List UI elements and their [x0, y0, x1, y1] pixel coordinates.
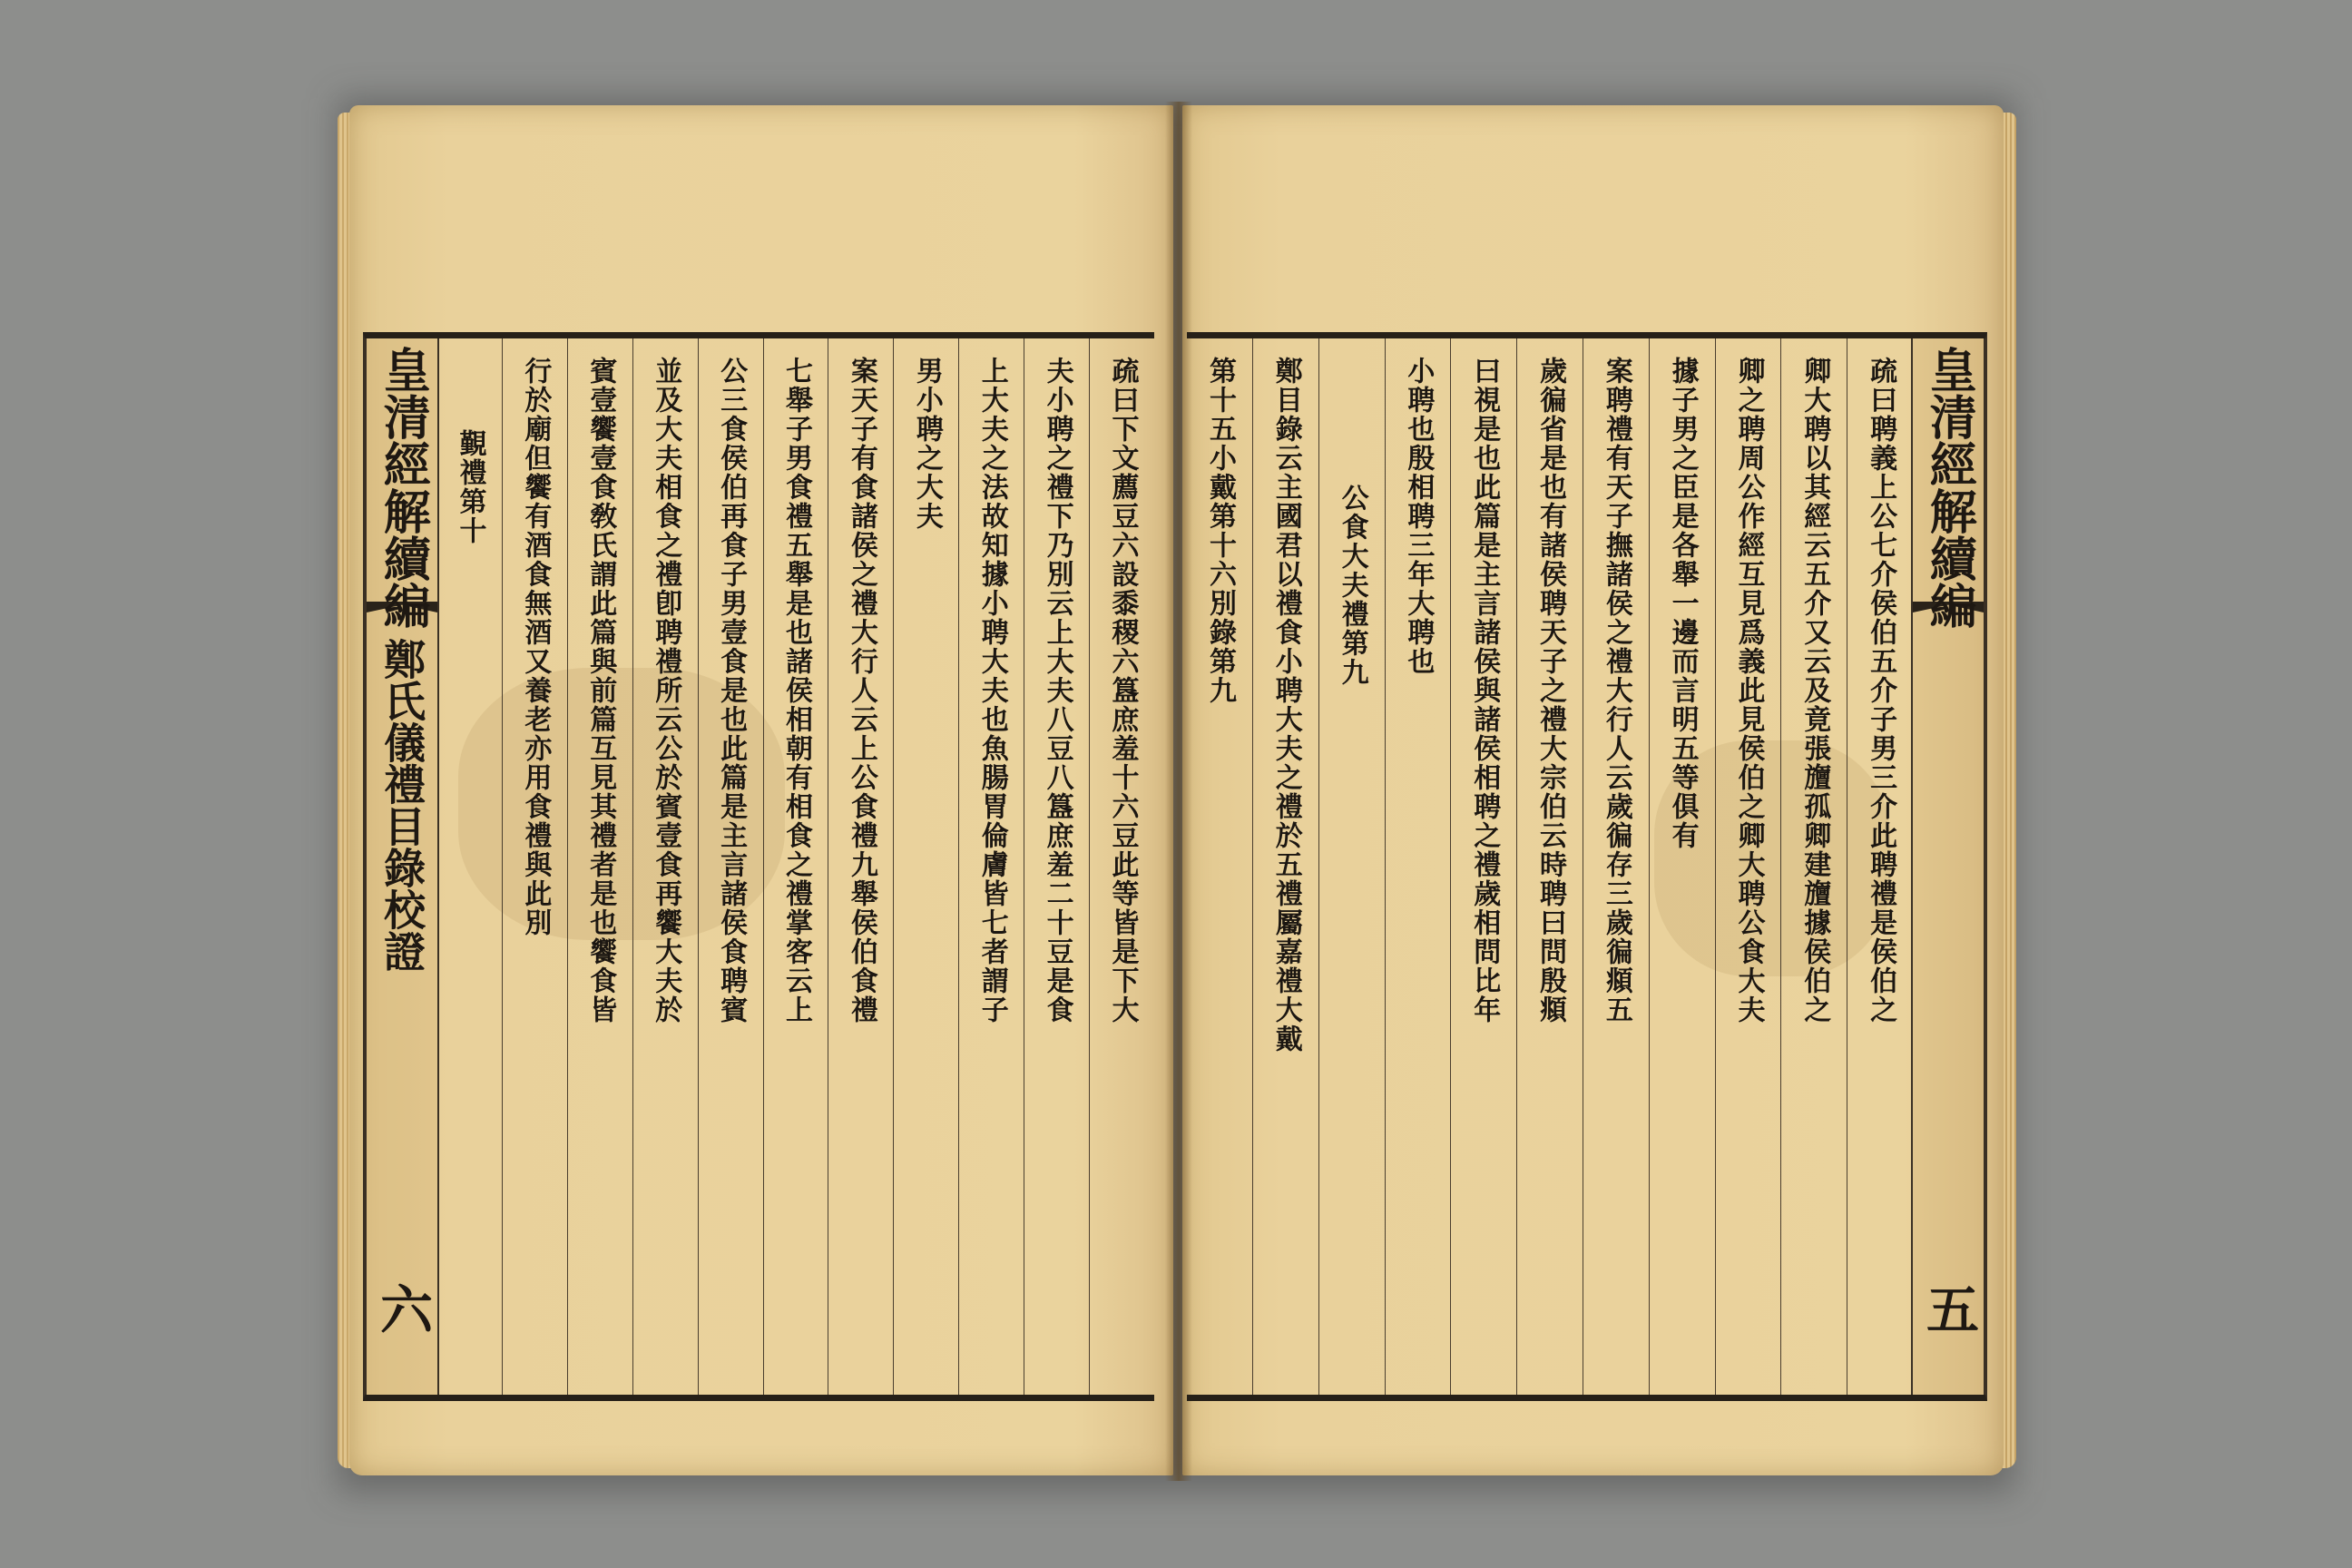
column-text: 行於廟但饗有酒食無酒又養老亦用食禮與此別: [519, 357, 552, 937]
text-column: [632, 338, 698, 1395]
column-text: 案聘禮有天子撫諸侯之禮大行人云歲徧存三歲徧頫五: [1600, 357, 1632, 1024]
column-text: 案天子有食諸侯之禮大行人云上公食禮九舉侯伯食禮: [845, 357, 877, 1024]
column-text: 公三食侯伯再食子男壹食是也此篇是主言諸侯食聘賓: [715, 357, 748, 1024]
chapter-heading: 覲禮第十: [454, 429, 486, 545]
left-banner-subtitle: 鄭氏儀禮目錄校證: [377, 638, 427, 972]
column-text: 卿大聘以其經云五介又云及竟張旜孤卿建旜據侯伯之: [1798, 357, 1831, 1024]
left-banner-title: 皇清經解續編: [375, 346, 431, 629]
text-column: [828, 338, 893, 1395]
column-text: 曰視是也此篇是主言諸侯與諸侯相聘之禮歲相問比年: [1468, 357, 1501, 1024]
column-text: 疏曰下文薦豆六設黍稷六簋庶羞十六豆此等皆是下大: [1106, 357, 1139, 1024]
column-text: 歲徧省是也有諸侯聘天子之禮大宗伯云時聘曰問殷頫: [1534, 357, 1567, 1024]
text-column: [1187, 338, 1252, 1395]
text-column: [1780, 338, 1847, 1395]
text-column: [502, 338, 567, 1395]
column-text: 賓壹饗壹食敎氏謂此篇與前篇互見其禮者是也饗食皆: [584, 357, 617, 1024]
column-text: 七舉子男食禮五舉是也諸侯相朝有相食之禮掌客云上: [780, 357, 813, 1024]
text-column: [1715, 338, 1781, 1395]
right-page-banner: [1911, 338, 1985, 1395]
text-column: [1089, 338, 1154, 1395]
text-column: [1516, 338, 1583, 1395]
right-text-block: [1187, 332, 1987, 1401]
text-column: [437, 338, 502, 1395]
text-column: [958, 338, 1024, 1395]
text-column: [698, 338, 763, 1395]
text-column: [1252, 338, 1318, 1395]
left-page-banner: [365, 338, 439, 1395]
text-column: [763, 338, 828, 1395]
column-text: 疏曰聘義上公七介侯伯五介子男三介此聘禮是侯伯之: [1865, 357, 1897, 1024]
left-text-block: [363, 332, 1154, 1401]
column-text: 並及大夫相食之禮卽聘禮所云公於賓壹食再饗大夫於: [650, 357, 682, 1024]
chapter-heading: 公食大夫禮第九: [1336, 484, 1368, 687]
column-text: 鄭目錄云主國君以禮食小聘大夫之禮於五禮屬嘉禮大戴: [1269, 357, 1302, 1054]
column-text: 據子男之臣是各舉一邊而言明五等俱有: [1666, 357, 1699, 850]
left-page-number: 六: [371, 1282, 433, 1335]
column-text: 小聘也殷相聘三年大聘也: [1402, 357, 1435, 676]
text-column: [1024, 338, 1089, 1395]
text-column: [1385, 338, 1451, 1395]
text-column: [1847, 338, 1913, 1395]
text-column: [1450, 338, 1516, 1395]
text-column: [1649, 338, 1715, 1395]
right-columns: [1187, 338, 1913, 1395]
column-text: 第十五小戴第十六別錄第九: [1203, 357, 1236, 705]
text-column: [567, 338, 632, 1395]
column-text: 男小聘之大夫: [910, 357, 943, 531]
column-text: 上大夫之法故知據小聘大夫也魚腸胃倫膚皆七者謂子: [975, 357, 1008, 1024]
right-banner-title: 皇清經解續編: [1921, 346, 1977, 629]
column-text: 卿之聘周公作經互見爲義此見侯伯之卿大聘公食大夫: [1732, 357, 1765, 1024]
text-column: [893, 338, 958, 1395]
right-page-number: 五: [1917, 1282, 1979, 1335]
column-text: 夫小聘之禮下乃別云上大夫八豆八簋庶羞二十豆是食: [1041, 357, 1073, 1024]
left-columns: [437, 338, 1154, 1395]
text-column: [1583, 338, 1649, 1395]
text-column: [1318, 338, 1385, 1395]
